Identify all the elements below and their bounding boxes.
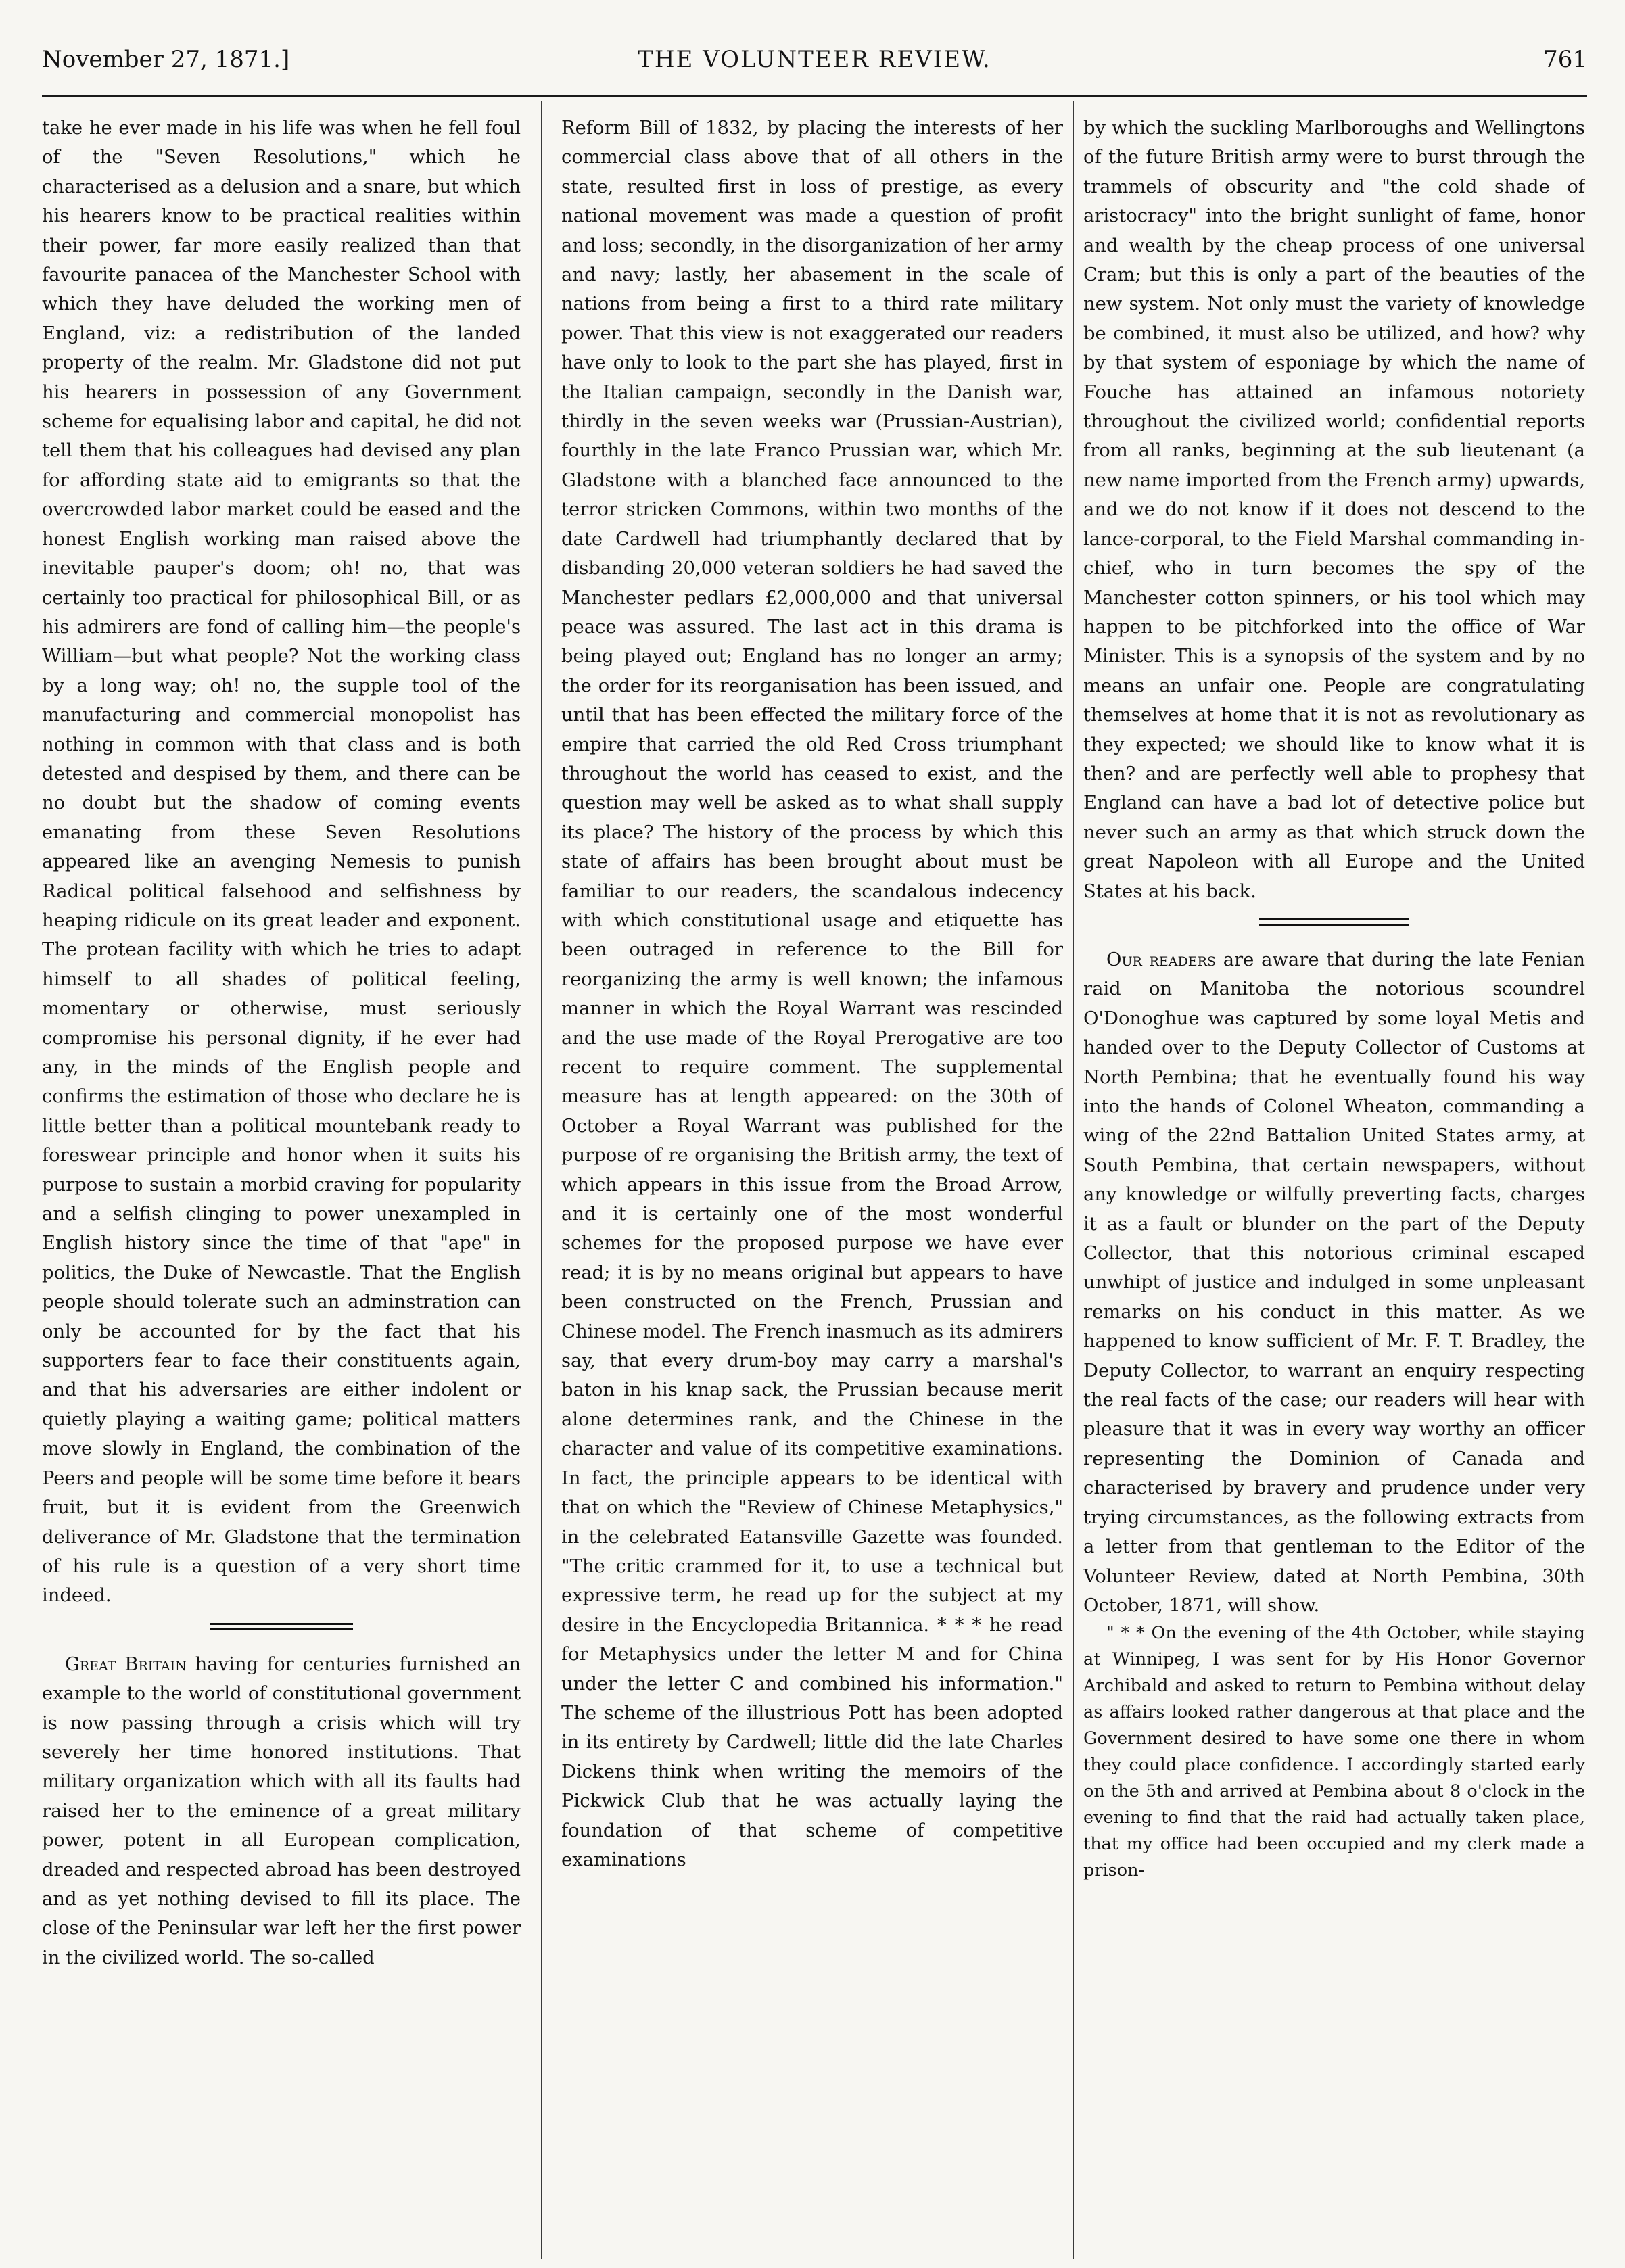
column-3 — [1083, 114, 1585, 2244]
column-divider — [1073, 101, 1074, 2259]
lead-in: Our readers — [1106, 949, 1216, 970]
publication-title: THE VOLUNTEER REVIEW. — [638, 46, 991, 73]
article-continuation: Reform Bill of 1832, by placing the interests of her commercial class above that of all others in the state, resulted first in loss of prestige, as every national movement was made a question of profit and loss; secondly, in the disorganization of her army and navy; lastly, her abasement in the scale of nations from being a first to a third rate military power. That this view is not exaggerated our readers have only to look to the part she has played, first in the Italian campaign, secondly in the Danish war, thirdly in the seven weeks war (Prussian-Austrian), fourthly in the late Franco Prussian war, which Mr. Gladstone with a blanched face announced to the terror stricken Commons, within two months of the date Cardwell had triumphantly declared that by disbanding 20,000 veteran soldiers he had saved the Manchester pedlars £2,000,000 and that universal peace was assured. The last act in this drama is being played out; England has no longer an army; the order for its reorganisation has been issued, and until that has been effected the military force of the empire that carried the old Red Cross triumphant throughout the world has ceased to exist, and the question may well be asked as to what shall supply its place? The history of the process by which this state of affairs has been brought about must be familiar to our readers, the scandalous indecency with which constitutional usage and etiquette has been outraged in reference to the Bill for reorganizing the army is well known; the infamous manner in which the Royal Warrant was rescinded and the use made of the Royal Prerogative are too recent to require comment. The supplemental measure has at length appeared: on the 30th of October a Royal Warrant was published for the purpose of re organising the British army, the text of which appears in this issue from the Broad Arrow, and it is certainly one of the most wonderful schemes for the proposed purpose we have ever read; it is by no means original but appears to have been constructed on the French, Prussian and Chinese model. The French inasmuch as its admirers say, that every drum-boy may carry a marshal's baton in his knap sack, the Prussian because merit alone determines rank, and the Chinese in the character and value of its competitive examinations. In fact, the principle appears to be identical with that on which the "Review of Chinese Metaphysics," in the celebrated Eatansville Gazette was founded. "The critic crammed for it, to use a technical but expressive term, he read up for the subject at my desire in the Encyclopedia Britannica. * * * he read for Metaphysics under the letter M and for China under the letter C and combined his information." The scheme of the illustrious Pott has been adopted in its entirety by Cardwell; little did the late Charles Dickens think when writing the memoirs of the Pickwick Club that he was actually laying the foundation of that scheme of competitive examinations — [561, 118, 1063, 1870]
article-body: having for centuries furnished an example to the world of constitutional government is now passing through a crisis which will try severely her time honored institutions. That military organization which with all its faults had raised her to the eminence of a great military power, potent in all European complication, dreaded and respected abroad has been destroyed and as yet nothing devised to fill its place. The close of the Peninsular war left her the first power in the civilized world. The so-called — [42, 1653, 521, 1968]
article-great-britain — [42, 1650, 521, 1972]
article-body: are aware that during the late Fenian raid on Manitoba the notorious scoundrel O'Donoghue was captured by some loyal Metis and handed over to the Deputy Collector of Customs at North Pembina; that he eventually found his way into the hands of Colonel Wheaton, commanding a wing of the 22nd Battalion United States army, at South Pembina, that certain newspapers, without any knowledge or wilfully preverting facts, charges it as a fault or blunder on the part of the Deputy Collector, that this notorious criminal escaped unwhipt of justice and indulged in some unpleasant remarks on his conduct in this matter. As we happened to know sufficient of Mr. F. T. Bradley, the Deputy Collector, to warrant an enquiry respecting the real facts of the case; our readers will hear with pleasure that it was in every way worthy an officer representing the Dominion of Canada and characterised by bravery and prudence under very trying circumstances, as the following extracts from a letter from that gentleman to the Editor of the Volunteer Review, dated at North Pembina, 30th October, 1871, will show. — [1083, 949, 1585, 1616]
issue-date: November 27, 1871.] — [42, 46, 290, 73]
column-1 — [42, 114, 521, 2244]
article-separator — [1083, 906, 1585, 945]
article-separator — [42, 1611, 521, 1650]
lead-in: Great Britain — [65, 1653, 187, 1675]
page-header — [42, 42, 1587, 82]
column-divider — [541, 101, 542, 2259]
article-odonoghue — [1083, 945, 1585, 1620]
letter-extract: " * * On the evening of the 4th October, while staying at Winnipeg, I was sent for by His Honor Governor Archibald and asked to return to Pembina without delay as affairs looked rather dangerous at that place and the Government desired to have some one there in whom they could place confidence. I accordingly started early on the 5th and arrived at Pembina about 8 o'clock in the evening to find that the raid had actually taken place, that my office had been occupied and my clerk made a prison- — [1083, 1623, 1585, 1881]
column-2 — [561, 114, 1063, 2244]
header-rule — [42, 95, 1587, 97]
article-continuation: by which the suckling Marlboroughs and Wellingtons of the future British army were to burst through the trammels of obscurity and "the cold shade of aristocracy" into the bright sunlight of fame, honor and wealth by the cheap process of one universal Cram; but this is only a part of the beauties of the new system. Not only must the variety of knowledge be combined, it must also be utilized, and how? why by that system of esponiage by which the name of Fouche has attained an infamous notoriety throughout the civilized world; confidential reports from all ranks, beginning at the sub lieutenant (a new name imported from the French army) upwards, and we do not know if it does not descend to the lance-corporal, to the Field Marshal commanding in-chief, who in turn becomes the spy of the Manchester cotton spinners, or his tool which may happen to be pitchforked into the office of War Minister. This is a synopsis of the system and by no means an unfair one. People are congratulating themselves at home that it is not as revolutionary as they expected; we should like to know what it is then? and are perfectly well able to prophesy that England can have a bad lot of detective police but never such an army as that which struck down the great Napoleon with all Europe and the United States at his back. — [1083, 118, 1585, 902]
page-number: 761 — [1543, 46, 1587, 73]
article-continuation: take he ever made in his life was when he fell foul of the "Seven Resolutions," which he characterised as a delusion and a snare, but which his hearers know to be practical realities within their power, far more easily realized than that favourite panacea of the Manchester School with which they have deluded the working men of England, viz: a redistribution of the landed property of the realm. Mr. Gladstone did not put his hearers in possession of any Government scheme for equalising labor and capital, he did not tell them that his colleagues had devised any plan for affording state aid to emigrants so that the overcrowded labor market could be eased and the honest English working man raised above the inevitable pauper's doom; oh! no, that was certainly too practical for philosophical Bill, or as his admirers are fond of calling him—the people's William—but what people? Not the working class by a long way; oh! no, the supple tool of the manufacturing and commercial monopolist has nothing in common with that class and is both detested and despised by them, and there can be no doubt but the shadow of coming events emanating from these Seven Resolutions appeared like an avenging Nemesis to punish Radical political falsehood and selfishness by heaping ridicule on its great leader and exponent. The protean facility with which he tries to adapt himself to all shades of political feeling, momentary or otherwise, must seriously compromise his personal dignity, if he ever had any, in the minds of the English people and confirms the estimation of those who declare he is little better than a political mountebank ready to foreswear principle and honor when it suits his purpose to sustain a morbid craving for popularity and a selfish clinging to power unexampled in English history since the time of that "ape" in politics, the Duke of Newcastle. That the English people should tolerate such an adminstration can only be accounted for by the fact that his supporters fear to face their constituents again, and that his adversaries are either indolent or quietly playing a waiting game; political matters move slowly in England, the combination of the Peers and people will be some time before it bears fruit, but it is evident from the Greenwich deliverance of Mr. Gladstone that the termination of his rule is a question of a very short time indeed. — [42, 118, 521, 1607]
